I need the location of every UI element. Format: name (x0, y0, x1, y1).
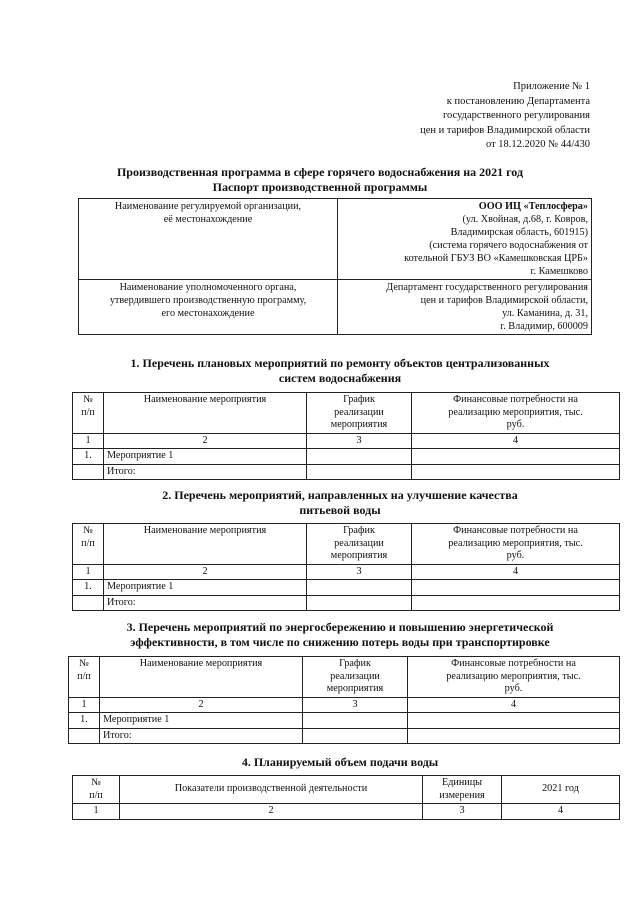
header-text: реализацию мероприятия, тыс. (446, 670, 581, 682)
header-schedule (303, 657, 408, 698)
header-name: Наименование мероприятия (104, 393, 307, 434)
title-line: Производственная программа в сфере горячего водоснабжения на 2021 год (116, 165, 524, 179)
passport-value (338, 280, 592, 335)
header-text: п/п (81, 537, 95, 549)
header-year: 2021 год (502, 776, 620, 804)
label-line: её местонахождение (163, 214, 253, 225)
header-financing (412, 393, 620, 434)
org-system-line: (система горячего водоснабжения от (429, 240, 588, 251)
table-total-row (73, 595, 620, 611)
row-schedule (307, 595, 412, 611)
row-number: 1. (73, 580, 104, 596)
table-total-row (69, 728, 620, 744)
col-number: 2 (100, 697, 303, 713)
org-name: ООО ИЦ «Теплосфера» (478, 201, 588, 212)
appendix-header (330, 80, 590, 153)
row-financing (412, 449, 620, 465)
col-number: 1 (73, 564, 104, 580)
label-line: утвердившего производственную программу, (109, 295, 307, 306)
section-1-title (60, 356, 620, 386)
header-text: № (83, 525, 93, 536)
header-name: Наименование мероприятия (100, 657, 303, 698)
section-3-title (60, 620, 620, 650)
passport-label (79, 280, 338, 335)
col-number: 3 (307, 433, 412, 449)
org-system-line: котельной ГБУЗ ВО «Камешковская ЦРБ» (404, 253, 588, 264)
appendix-line: к постановлению Департамента (446, 95, 590, 107)
row-financing (412, 595, 620, 611)
row-schedule (303, 728, 408, 744)
table-header-row (69, 657, 620, 698)
appendix-line: Приложение № 1 (513, 81, 590, 92)
row-number: 1. (69, 713, 100, 729)
header-num (69, 657, 100, 698)
header-name: Наименование мероприятия (104, 524, 307, 565)
org-system-line: г. Камешково (530, 266, 588, 277)
row-name: Мероприятие 1 (100, 713, 303, 729)
section-3-table (68, 656, 620, 744)
col-number: 3 (303, 697, 408, 713)
table-numbering-row (73, 564, 620, 580)
header-schedule (307, 524, 412, 565)
section-2-title (60, 488, 620, 518)
col-number: 4 (412, 433, 620, 449)
header-text: реализацию мероприятия, тыс. (448, 537, 583, 549)
row-schedule (307, 580, 412, 596)
header-num (73, 524, 104, 565)
header-text: Единицы (441, 777, 483, 788)
total-label: Итого: (100, 728, 303, 744)
header-text: реализацию мероприятия, тыс. (448, 406, 583, 418)
header-text: реализации (334, 537, 384, 549)
col-number: 3 (307, 564, 412, 580)
row-number: 1. (73, 449, 104, 465)
header-text: п/п (89, 789, 103, 801)
appendix-line: от 18.12.2020 № 44/430 (485, 139, 590, 150)
section-4-title: 4. Планируемый объем подачи воды (241, 755, 439, 769)
header-text: № (79, 658, 89, 669)
label-line: Наименование регулируемой организации, (114, 201, 302, 212)
label-line: его местонахождение (161, 308, 255, 319)
row-schedule (303, 713, 408, 729)
header-text: График (339, 658, 371, 669)
section-title-line: систем водоснабжения (278, 371, 402, 385)
col-number: 1 (73, 433, 104, 449)
header-text: мероприятия (330, 550, 388, 561)
col-number: 2 (104, 564, 307, 580)
row-number (69, 728, 100, 744)
header-text: мероприятия (326, 683, 384, 694)
section-4-table (72, 775, 620, 820)
header-text: измерения (439, 789, 485, 801)
header-text: реализации (330, 670, 380, 682)
header-text: мероприятия (330, 419, 388, 430)
dept-line: ул. Каманина, д. 31, (502, 308, 588, 319)
row-number (73, 464, 104, 480)
header-text: № (91, 777, 101, 788)
header-text: Финансовые потребности на (453, 394, 578, 405)
table-header-row (73, 776, 620, 804)
row-financing (408, 713, 620, 729)
header-text: № (83, 394, 93, 405)
header-financing (412, 524, 620, 565)
passport-value (338, 199, 592, 280)
header-text: руб. (506, 419, 525, 430)
col-number: 4 (408, 697, 620, 713)
org-address-line: Владимирская область, 601915) (450, 227, 588, 238)
appendix-line: государственного регулирования (442, 110, 590, 121)
header-indicator: Показатели производственной деятельности (120, 776, 423, 804)
col-number: 2 (120, 804, 423, 820)
section-title-line: 1. Перечень плановых мероприятий по ремонту объектов централизованных (130, 356, 550, 370)
row-number (73, 595, 104, 611)
table-row (73, 449, 620, 465)
table-row (69, 713, 620, 729)
section-title-line: 3. Перечень мероприятий по энергосбережению и повышению энергетической (126, 620, 554, 634)
row-financing (412, 464, 620, 480)
row-financing (408, 728, 620, 744)
row-schedule (307, 464, 412, 480)
header-text: руб. (504, 683, 523, 694)
header-text: п/п (81, 406, 95, 418)
passport-row-organization (79, 199, 592, 280)
passport-row-authority (79, 280, 592, 335)
header-financing (408, 657, 620, 698)
section-2-table (72, 523, 620, 611)
table-numbering-row (69, 697, 620, 713)
section-title-line: 2. Перечень мероприятий, направленных на улучшение качества (162, 488, 518, 502)
header-text: График (343, 525, 375, 536)
dept-line: Департамент государственного регулирования (386, 282, 588, 293)
table-numbering-row (73, 804, 620, 820)
header-text: реализации (334, 406, 384, 418)
total-label: Итого: (104, 464, 307, 480)
org-address-line: (ул. Хвойная, д.68, г. Ковров, (462, 214, 588, 225)
table-total-row (73, 464, 620, 480)
col-number: 4 (412, 564, 620, 580)
header-text: График (343, 394, 375, 405)
table-numbering-row (73, 433, 620, 449)
dept-line: г. Владимир, 600009 (500, 321, 588, 332)
col-number: 4 (502, 804, 620, 820)
table-header-row (73, 524, 620, 565)
header-text: Финансовые потребности на (451, 658, 576, 669)
row-name: Мероприятие 1 (104, 449, 307, 465)
section-title-line: эффективности, в том числе по снижению потерь воды при транспортировке (130, 635, 550, 649)
total-label: Итого: (104, 595, 307, 611)
passport-table (78, 198, 592, 335)
header-schedule (307, 393, 412, 434)
section-title-line: питьевой воды (299, 503, 381, 517)
passport-label (79, 199, 338, 280)
label-line: Наименование уполномоченного органа, (119, 282, 297, 293)
section-1-table (72, 392, 620, 480)
dept-line: цен и тарифов Владимирской области, (420, 295, 588, 306)
col-number: 1 (73, 804, 120, 820)
row-name: Мероприятие 1 (104, 580, 307, 596)
document-title (0, 165, 640, 195)
header-text: Финансовые потребности на (453, 525, 578, 536)
row-schedule (307, 449, 412, 465)
col-number: 3 (423, 804, 502, 820)
col-number: 1 (69, 697, 100, 713)
header-text: п/п (77, 670, 91, 682)
title-line: Паспорт производственной программы (212, 180, 428, 194)
appendix-line: цен и тарифов Владимирской области (420, 124, 590, 136)
header-num (73, 393, 104, 434)
table-row (73, 580, 620, 596)
header-units (423, 776, 502, 804)
col-number: 2 (104, 433, 307, 449)
table-header-row (73, 393, 620, 434)
row-financing (412, 580, 620, 596)
header-num (73, 776, 120, 804)
header-text: руб. (506, 550, 525, 561)
